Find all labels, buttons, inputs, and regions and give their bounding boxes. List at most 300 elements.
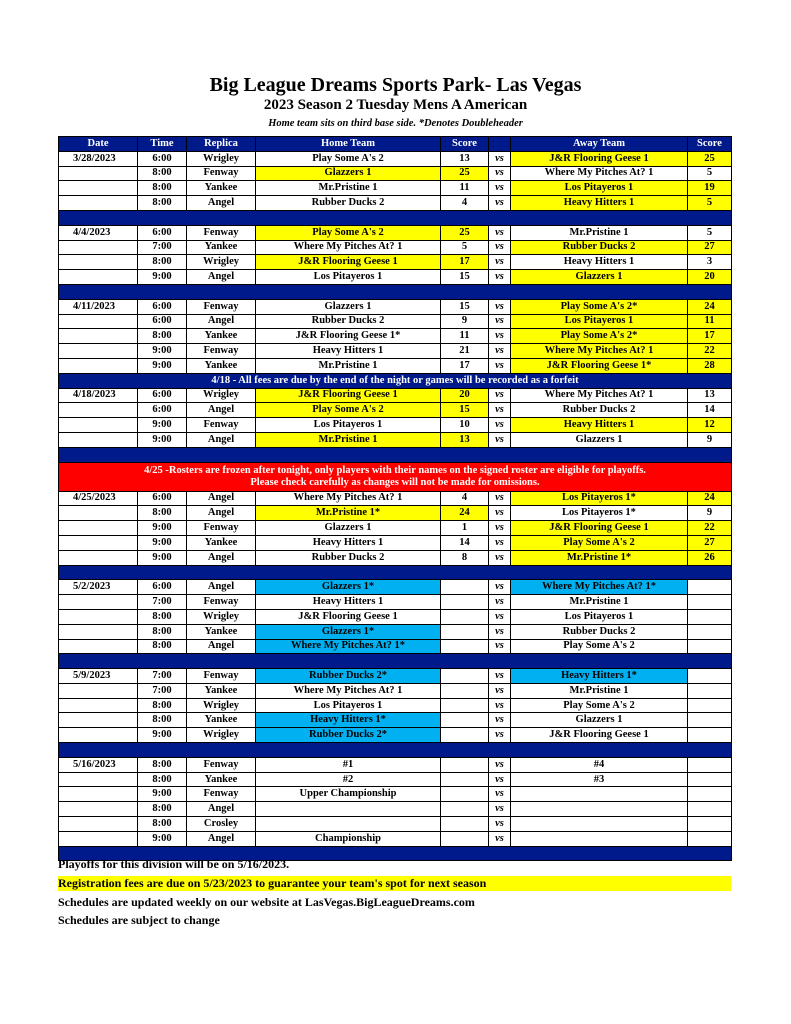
vs-cell: vs [489,181,511,196]
date-cell [59,772,138,787]
time-cell: 6:00 [138,151,187,166]
replica-cell: Angel [187,491,256,506]
game-row [59,151,732,166]
home-team-cell: Los Pitayeros 1 [256,270,441,285]
date-cell [59,550,138,565]
home-team-cell: J&R Flooring Geese 1 [256,609,441,624]
home-score-cell [441,831,489,846]
vs-cell: vs [489,506,511,521]
home-team-cell: Play Some A's 2 [256,403,441,418]
home-team-cell: Rubber Ducks 2 [256,314,441,329]
game-row [59,166,732,181]
website-note: Schedules are updated weekly on our website at LasVegas.BigLeagueDreams.com [58,895,475,909]
vs-cell: vs [489,314,511,329]
home-team-cell: Rubber Ducks 2* [256,728,441,743]
home-team-cell: Rubber Ducks 2 [256,550,441,565]
vs-cell: vs [489,270,511,285]
time-cell: 9:00 [138,418,187,433]
replica-cell: Angel [187,314,256,329]
away-team-cell: Glazzers 1 [511,713,688,728]
game-row [59,329,732,344]
away-team-cell: Play Some A's 2 [511,698,688,713]
replica-cell: Angel [187,802,256,817]
away-score-cell: 22 [688,521,732,536]
game-row [59,802,732,817]
date-cell: 4/4/2023 [59,225,138,240]
separator-row [59,447,732,462]
home-team-cell: Glazzers 1* [256,580,441,595]
game-row [59,772,732,787]
vs-cell: vs [489,418,511,433]
vs-cell: vs [489,196,511,211]
time-cell: 6:00 [138,491,187,506]
date-cell [59,181,138,196]
date-cell [59,344,138,359]
date-cell [59,595,138,610]
away-score-cell [688,802,732,817]
home-team-cell: J&R Flooring Geese 1 [256,388,441,403]
home-team-cell: Mr.Pristine 1 [256,358,441,373]
home-team-cell: Los Pitayeros 1 [256,418,441,433]
home-score-cell: 11 [441,329,489,344]
date-cell [59,521,138,536]
home-team-cell: Glazzers 1 [256,299,441,314]
schedule-table [58,136,732,861]
home-team-cell: #2 [256,772,441,787]
game-row [59,181,732,196]
game-row [59,787,732,802]
away-score-cell: 5 [688,166,732,181]
replica-cell: Wrigley [187,609,256,624]
date-cell [59,535,138,550]
vs-cell: vs [489,521,511,536]
away-score-cell: 27 [688,240,732,255]
date-cell [59,639,138,654]
vs-cell: vs [489,624,511,639]
game-row [59,299,732,314]
away-team-cell: Mr.Pristine 1 [511,683,688,698]
col-home-score: Score [441,137,489,152]
replica-cell: Fenway [187,418,256,433]
time-cell: 9:00 [138,728,187,743]
schedule-body [59,151,732,861]
away-score-cell: 28 [688,358,732,373]
away-score-cell: 17 [688,329,732,344]
date-cell: 5/2/2023 [59,580,138,595]
game-row [59,403,732,418]
game-row [59,314,732,329]
game-row [59,817,732,832]
away-score-cell: 25 [688,151,732,166]
replica-cell: Angel [187,403,256,418]
replica-cell: Angel [187,270,256,285]
time-cell: 6:00 [138,403,187,418]
time-cell: 6:00 [138,225,187,240]
header-row [59,137,732,152]
home-score-cell [441,817,489,832]
date-cell [59,624,138,639]
away-team-cell: Heavy Hitters 1* [511,669,688,684]
game-row [59,196,732,211]
away-team-cell [511,831,688,846]
away-score-cell: 5 [688,225,732,240]
home-team-cell: Play Some A's 2 [256,225,441,240]
separator-cell [59,210,732,225]
replica-cell: Fenway [187,166,256,181]
subject-to-change-note: Schedules are subject to change [58,913,220,927]
vs-cell: vs [489,609,511,624]
game-row [59,550,732,565]
separator-row [59,565,732,580]
replica-cell: Angel [187,432,256,447]
vs-cell: vs [489,683,511,698]
away-score-cell [688,624,732,639]
replica-cell: Wrigley [187,151,256,166]
col-replica: Replica [187,137,256,152]
home-team-cell [256,817,441,832]
home-team-cell: Glazzers 1* [256,624,441,639]
replica-cell: Fenway [187,669,256,684]
away-score-cell: 20 [688,270,732,285]
date-cell [59,683,138,698]
away-score-cell [688,595,732,610]
replica-cell: Yankee [187,240,256,255]
home-score-cell: 21 [441,344,489,359]
vs-cell: vs [489,344,511,359]
game-row [59,757,732,772]
replica-cell: Fenway [187,299,256,314]
vs-cell: vs [489,817,511,832]
date-cell [59,713,138,728]
home-score-cell [441,728,489,743]
home-team-cell: Where My Pitches At? 1 [256,240,441,255]
home-score-cell [441,609,489,624]
vs-cell: vs [489,595,511,610]
col-home-team: Home Team [256,137,441,152]
away-score-cell [688,817,732,832]
away-team-cell: #4 [511,757,688,772]
game-row [59,683,732,698]
roster-alert-line2: Please check carefully as changes will not be made for omissions. [250,476,540,488]
away-team-cell: J&R Flooring Geese 1 [511,728,688,743]
home-team-cell: Where My Pitches At? 1 [256,683,441,698]
date-cell [59,403,138,418]
home-score-cell: 17 [441,255,489,270]
game-row [59,713,732,728]
away-team-cell: Mr.Pristine 1 [511,595,688,610]
date-cell [59,506,138,521]
replica-cell: Wrigley [187,255,256,270]
vs-cell: vs [489,787,511,802]
home-team-cell: Mr.Pristine 1 [256,181,441,196]
replica-cell: Yankee [187,772,256,787]
home-score-cell: 15 [441,270,489,285]
home-team-cell: Rubber Ducks 2* [256,669,441,684]
game-row [59,344,732,359]
date-cell: 5/9/2023 [59,669,138,684]
time-cell: 6:00 [138,314,187,329]
time-cell: 6:00 [138,580,187,595]
home-score-cell: 15 [441,299,489,314]
replica-cell: Fenway [187,225,256,240]
replica-cell: Yankee [187,181,256,196]
game-row [59,388,732,403]
away-team-cell: Glazzers 1 [511,432,688,447]
time-cell: 6:00 [138,299,187,314]
away-score-cell [688,713,732,728]
away-team-cell: Play Some A's 2 [511,639,688,654]
replica-cell: Angel [187,506,256,521]
away-team-cell: J&R Flooring Geese 1* [511,358,688,373]
vs-cell: vs [489,432,511,447]
roster-alert-cell [59,462,732,491]
home-team-cell: J&R Flooring Geese 1 [256,255,441,270]
replica-cell: Wrigley [187,388,256,403]
fees-banner-row [59,373,732,388]
home-score-cell: 5 [441,240,489,255]
time-cell: 9:00 [138,432,187,447]
away-team-cell: Los Pitayeros 1* [511,491,688,506]
vs-cell: vs [489,240,511,255]
away-score-cell [688,772,732,787]
game-row [59,831,732,846]
date-cell [59,698,138,713]
time-cell: 9:00 [138,270,187,285]
vs-cell: vs [489,151,511,166]
away-score-cell: 13 [688,388,732,403]
time-cell: 8:00 [138,624,187,639]
away-team-cell: Los Pitayeros 1 [511,609,688,624]
time-cell: 8:00 [138,713,187,728]
game-row [59,418,732,433]
away-team-cell [511,802,688,817]
away-team-cell [511,787,688,802]
date-cell [59,787,138,802]
away-team-cell: Mr.Pristine 1 [511,225,688,240]
away-team-cell [511,817,688,832]
page-subtitle: 2023 Season 2 Tuesday Mens A American [263,97,528,113]
home-score-cell: 4 [441,491,489,506]
home-team-cell: Heavy Hitters 1 [256,595,441,610]
home-score-cell: 24 [441,506,489,521]
date-cell [59,831,138,846]
home-team-cell: Rubber Ducks 2 [256,196,441,211]
replica-cell: Fenway [187,757,256,772]
col-date: Date [59,137,138,152]
replica-cell: Yankee [187,358,256,373]
date-cell [59,358,138,373]
time-cell: 9:00 [138,344,187,359]
away-team-cell: Los Pitayeros 1 [511,314,688,329]
vs-cell: vs [489,580,511,595]
home-team-cell: Where My Pitches At? 1* [256,639,441,654]
home-score-cell: 13 [441,432,489,447]
time-cell: 8:00 [138,772,187,787]
home-team-cell [256,802,441,817]
vs-cell: vs [489,831,511,846]
date-cell: 4/11/2023 [59,299,138,314]
home-score-cell: 10 [441,418,489,433]
game-row [59,698,732,713]
time-cell: 8:00 [138,609,187,624]
home-score-cell: 13 [441,151,489,166]
date-cell [59,609,138,624]
away-score-cell [688,698,732,713]
away-team-cell: J&R Flooring Geese 1 [511,521,688,536]
time-cell: 8:00 [138,196,187,211]
home-score-cell [441,713,489,728]
away-score-cell: 27 [688,535,732,550]
away-team-cell: Heavy Hitters 1 [511,255,688,270]
game-row [59,432,732,447]
home-team-note: Home team sits on third base side. *Denotes Doubleheader [268,118,523,129]
game-row [59,669,732,684]
replica-cell: Angel [187,550,256,565]
vs-cell: vs [489,772,511,787]
time-cell: 9:00 [138,535,187,550]
away-team-cell: Los Pitayeros 1 [511,181,688,196]
time-cell: 7:00 [138,595,187,610]
game-row [59,255,732,270]
col-away-team: Away Team [511,137,688,152]
away-score-cell: 14 [688,403,732,418]
date-cell: 4/18/2023 [59,388,138,403]
vs-cell: vs [489,403,511,418]
date-cell [59,728,138,743]
away-score-cell: 12 [688,418,732,433]
away-score-cell: 9 [688,432,732,447]
replica-cell: Yankee [187,683,256,698]
time-cell: 8:00 [138,698,187,713]
replica-cell: Wrigley [187,698,256,713]
date-cell [59,166,138,181]
away-score-cell: 3 [688,255,732,270]
col-vs [489,137,511,152]
away-score-cell: 26 [688,550,732,565]
time-cell: 7:00 [138,683,187,698]
home-score-cell: 25 [441,166,489,181]
vs-cell: vs [489,388,511,403]
date-cell [59,255,138,270]
playoffs-note: Playoffs for this division will be on 5/16/2023. [58,857,290,871]
col-time: Time [138,137,187,152]
time-cell: 8:00 [138,639,187,654]
date-cell [59,196,138,211]
separator-row [59,284,732,299]
home-team-cell: Glazzers 1 [256,521,441,536]
away-team-cell: Where My Pitches At? 1 [511,388,688,403]
date-cell [59,802,138,817]
date-cell [59,240,138,255]
separator-row [59,210,732,225]
away-score-cell [688,757,732,772]
home-score-cell: 15 [441,403,489,418]
away-score-cell [688,728,732,743]
home-score-cell: 4 [441,196,489,211]
game-row [59,609,732,624]
away-team-cell: J&R Flooring Geese 1 [511,151,688,166]
date-cell [59,418,138,433]
away-team-cell: Rubber Ducks 2 [511,403,688,418]
game-row [59,270,732,285]
vs-cell: vs [489,166,511,181]
game-row [59,535,732,550]
time-cell: 9:00 [138,358,187,373]
time-cell: 7:00 [138,240,187,255]
home-team-cell: Heavy Hitters 1 [256,344,441,359]
game-row [59,728,732,743]
game-row [59,225,732,240]
separator-cell [59,743,732,758]
game-row [59,358,732,373]
replica-cell: Yankee [187,624,256,639]
replica-cell: Fenway [187,521,256,536]
time-cell: 8:00 [138,757,187,772]
replica-cell: Angel [187,831,256,846]
away-score-cell [688,580,732,595]
vs-cell: vs [489,698,511,713]
home-team-cell: J&R Flooring Geese 1* [256,329,441,344]
home-score-cell: 8 [441,550,489,565]
date-cell [59,432,138,447]
vs-cell: vs [489,728,511,743]
game-row [59,521,732,536]
home-team-cell: Where My Pitches At? 1 [256,491,441,506]
replica-cell: Wrigley [187,728,256,743]
away-team-cell: Where My Pitches At? 1 [511,344,688,359]
home-team-cell: #1 [256,757,441,772]
replica-cell: Angel [187,580,256,595]
time-cell: 9:00 [138,550,187,565]
away-team-cell: Play Some A's 2 [511,535,688,550]
home-team-cell: Play Some A's 2 [256,151,441,166]
time-cell: 8:00 [138,506,187,521]
away-team-cell: Heavy Hitters 1 [511,196,688,211]
vs-cell: vs [489,225,511,240]
separator-row [59,654,732,669]
time-cell: 6:00 [138,388,187,403]
fees-banner-text: 4/18 - All fees are due by the end of the night or games will be recorded as a forfeit [59,373,732,388]
away-score-cell: 9 [688,506,732,521]
away-score-cell: 11 [688,314,732,329]
separator-cell [59,565,732,580]
game-row [59,639,732,654]
home-score-cell [441,757,489,772]
away-score-cell [688,831,732,846]
time-cell: 8:00 [138,181,187,196]
time-cell: 8:00 [138,255,187,270]
home-team-cell: Glazzers 1 [256,166,441,181]
away-score-cell [688,683,732,698]
page-title: Big League Dreams Sports Park- Las Vegas [209,74,582,96]
away-team-cell: Heavy Hitters 1 [511,418,688,433]
game-row [59,491,732,506]
vs-cell: vs [489,713,511,728]
replica-cell: Yankee [187,713,256,728]
home-score-cell [441,698,489,713]
vs-cell: vs [489,802,511,817]
home-team-cell: Mr.Pristine 1* [256,506,441,521]
home-score-cell [441,595,489,610]
away-score-cell [688,787,732,802]
home-score-cell: 17 [441,358,489,373]
home-score-cell: 9 [441,314,489,329]
home-score-cell [441,683,489,698]
vs-cell: vs [489,255,511,270]
away-score-cell [688,669,732,684]
registration-note: Registration fees are due on 5/23/2023 to guarantee your team's spot for next season [58,876,731,891]
away-team-cell: Where My Pitches At? 1 [511,166,688,181]
